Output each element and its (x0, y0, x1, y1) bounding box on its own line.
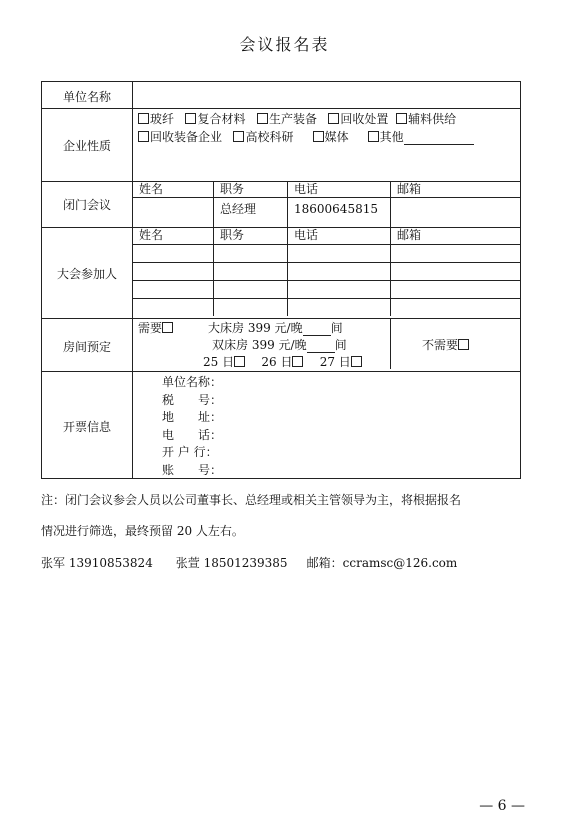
closed-meeting-label: 闭门会议 (62, 198, 111, 212)
registration-form (41, 81, 521, 479)
company-type-line2 (138, 130, 474, 145)
invoice-field: 账 号： (162, 462, 223, 477)
need-option[interactable]: 需要 (138, 321, 174, 335)
inner-divider (132, 298, 520, 299)
invoice-fields (162, 374, 222, 479)
page-number: — 6 — (479, 798, 525, 814)
date-options (203, 355, 363, 369)
header-name: 姓名 (139, 228, 164, 242)
inner-divider (132, 244, 520, 245)
column-divider (390, 318, 391, 369)
page-title: 会议报名表 (239, 35, 330, 54)
company-type-line1 (138, 112, 456, 126)
label-column-divider (132, 82, 133, 478)
other-blank[interactable] (404, 130, 474, 145)
big-bed-count[interactable] (303, 321, 331, 336)
note-line-1: 注：闭门会议参会人员以公司董事长、总经理或相关主管领导为主，将根据报名 (41, 493, 462, 507)
email-link[interactable]: ccramsc@126.com (342, 556, 458, 570)
header-email: 邮箱 (397, 228, 422, 242)
row-divider (42, 181, 520, 182)
contact-2-phone: 18501239385 (203, 556, 288, 570)
option-checkbox[interactable]: 媒体 (313, 130, 349, 144)
option-checkbox[interactable]: 回收装备企业 (138, 130, 222, 144)
contact-2-name: 张萱 (175, 556, 200, 570)
invoice-field: 电 话： (162, 427, 223, 442)
contact-1-name: 张军 (41, 556, 66, 570)
header-email: 邮箱 (397, 182, 422, 196)
no-need-option[interactable]: 不需要 (422, 338, 470, 352)
company-type-label: 企业性质 (62, 139, 111, 153)
date-option[interactable]: 27 日 (320, 355, 363, 369)
inner-divider (132, 280, 520, 281)
position-value: 总经理 (220, 202, 257, 216)
row-divider (42, 108, 520, 109)
column-divider (390, 181, 391, 316)
date-option[interactable]: 26 日 (261, 355, 304, 369)
column-divider (213, 181, 214, 316)
attendees-label: 大会参加人 (56, 267, 117, 281)
header-name: 姓名 (139, 182, 164, 196)
contact-line (41, 554, 531, 571)
room-booking-label: 房间预定 (62, 340, 111, 354)
invoice-field: 单位名称： (162, 375, 223, 389)
option-checkbox[interactable]: 回收处置 (328, 112, 388, 126)
contact-1-phone: 13910853824 (68, 556, 153, 570)
invoice-field: 税 号： (162, 392, 223, 407)
option-checkbox[interactable]: 其他 (368, 130, 404, 144)
date-option[interactable]: 25 日 (203, 355, 246, 369)
inner-divider (132, 262, 520, 263)
row-divider (42, 227, 520, 228)
big-bed-line: 大床房 399 元/晚 间 (208, 321, 343, 335)
invoice-label: 开票信息 (62, 420, 111, 434)
twin-bed-line: 双床房 399 元/晚 间 (212, 338, 347, 352)
option-checkbox[interactable]: 复合材料 (185, 112, 245, 126)
invoice-field: 开 户 行： (162, 445, 218, 459)
twin-bed-count[interactable] (307, 338, 335, 353)
option-checkbox[interactable]: 高校科研 (233, 130, 293, 144)
inner-divider (132, 197, 520, 198)
option-checkbox[interactable]: 生产装备 (257, 112, 317, 126)
header-phone: 电话 (294, 182, 319, 196)
note-line-2: 情况进行筛选，最终预留 20 人左右。 (41, 524, 244, 538)
header-position: 职务 (220, 182, 245, 196)
email-label: 邮箱： (306, 556, 343, 570)
phone-value: 18600645815 (294, 202, 378, 216)
column-divider (287, 181, 288, 316)
option-checkbox[interactable]: 辅料供给 (396, 112, 456, 126)
row-divider (42, 371, 520, 372)
row-divider (42, 318, 520, 319)
header-phone: 电话 (294, 228, 319, 242)
unit-name-label: 单位名称 (62, 90, 111, 104)
header-position: 职务 (220, 228, 245, 242)
option-checkbox[interactable]: 玻纤 (138, 112, 174, 126)
invoice-field: 地 址： (162, 410, 223, 424)
